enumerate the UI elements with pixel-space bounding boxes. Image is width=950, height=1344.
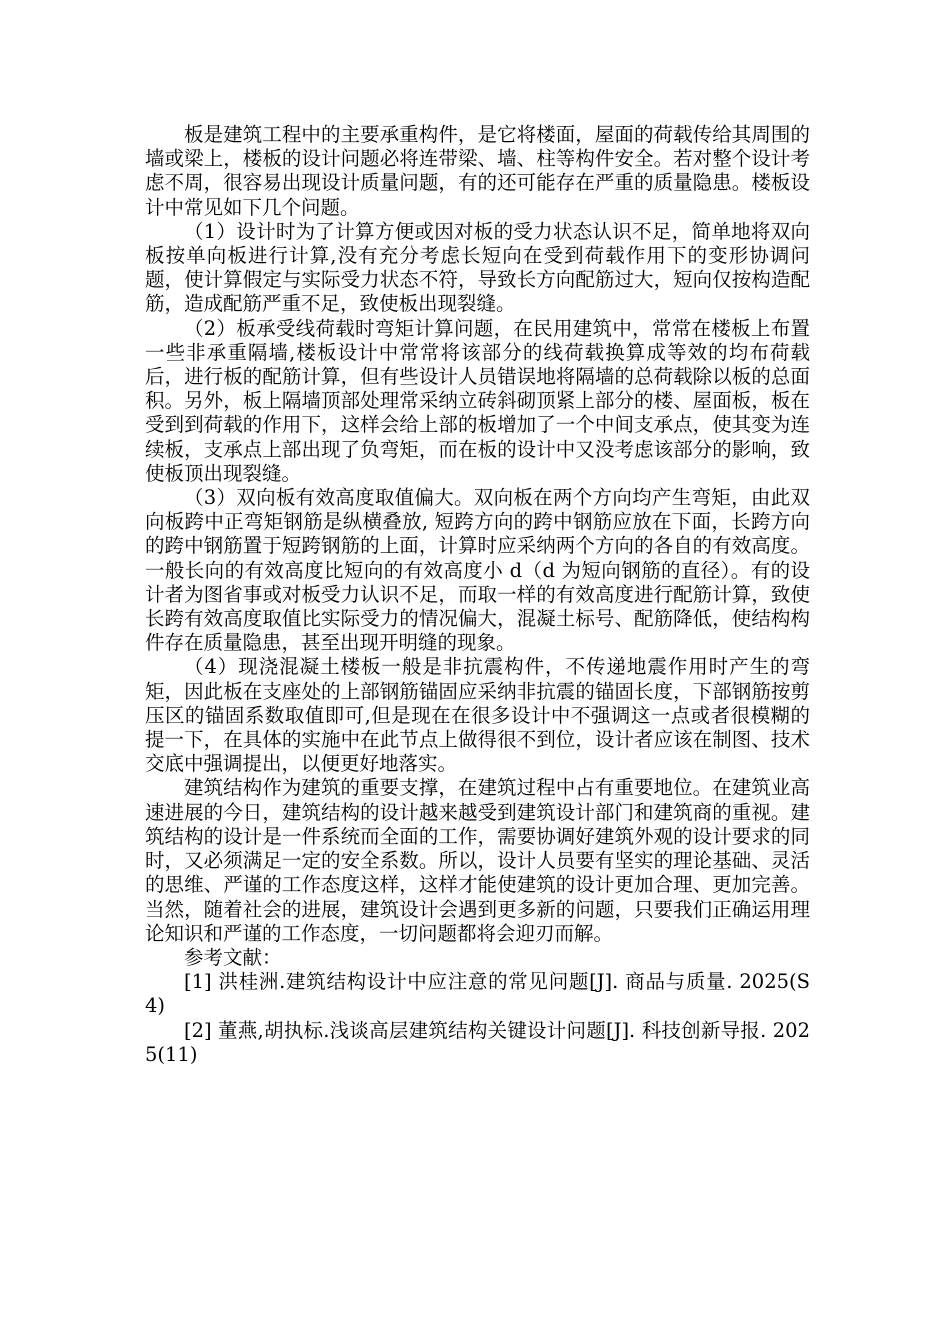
intro-paragraph: 板是建筑工程中的主要承重构件，是它将楼面，屋面的荷载传给其周围的墙或梁上，楼板的设计问题必将连带梁、墙、柱等构件安全。若对整个设计考虑不周，很容易出现设计质量问题，有的还可能存在严重的质量隐患。楼板设计中常见如下几个问题。: [145, 123, 810, 219]
conclusion-paragraph: 建筑结构作为建筑的重要支撑，在建筑过程中占有重要地位。在建筑业高速进展的今日，建筑结构的设计越来越受到建筑设计部门和建筑商的重视。建筑结构的设计是一件系统而全面的工作，需要协调好建筑外观的设计要求的同时，又必须满足一定的安全系数。所以，设计人员要有坚实的理论基础、灵活的思维、严谨的工作态度这样，这样才能使建筑的设计更加合理、更加完善。当然，随着社会的进展，建筑设计会遇到更多新的问题，只要我们正确运用理论知识和严谨的工作态度，一切问题都将会迎刃而解。: [145, 776, 810, 945]
reference-item-2: [2] 董燕,胡执标.浅谈高层建筑结构关键设计问题[J]. 科技创新导报. 2025(11): [145, 1018, 810, 1066]
issue-3-paragraph: （3）双向板有效高度取值偏大。双向板在两个方向均产生弯矩，由此双向板跨中正弯矩钢筋是纵横叠放, 短跨方向的跨中钢筋应放在下面，长跨方向的跨中钢筋置于短跨钢筋的上面，计算时应采纳两个方向的各自的有效高度。一般长向的有效高度比短向的有效高度小 d（d 为短向钢筋的直径）。有的设计者为图省事或对板受力认识不足，而取一样的有效高度进行配筋计算，致使长跨有效高度取值比实际受力的情况偏大，混凝土标号、配筋降低，使结构构件存在质量隐患，甚至出现开明缝的现象。: [145, 486, 810, 655]
reference-item-1: [1] 洪桂洲.建筑结构设计中应注意的常见问题[J]. 商品与质量. 2025(S4): [145, 970, 810, 1018]
document-body: [145, 123, 810, 1067]
issue-2-paragraph: （2）板承受线荷载时弯矩计算问题，在民用建筑中，常常在楼板上布置一些非承重隔墙,楼板设计中常常将该部分的线荷载换算成等效的均布荷载后，进行板的配筋计算，但有些设计人员错误地将隔墙的总荷载除以板的总面积。另外，板上隔墙顶部处理常采纳立砖斜砌顶紧上部分的楼、屋面板，板在受到到荷载的作用下，这样会给上部的板增加了一个中间支承点，使其变为连续板，支承点上部出现了负弯矩，而在板的设计中又没考虑该部分的影响，致使板顶出现裂缝。: [145, 316, 810, 485]
references-heading: 参考文献：: [184, 945, 282, 969]
issue-4-paragraph: （4）现浇混凝土楼板一般是非抗震构件，不传递地震作用时产生的弯矩，因此板在支座处的上部钢筋锚固应采纳非抗震的锚固长度，下部钢筋按剪压区的锚固系数取值即可,但是现在在很多设计中不强调这一点或者很模糊的提一下，在具体的实施中在此节点上做得很不到位，设计者应该在制图、技术交底中强调提出，以便更好地落实。: [145, 655, 810, 776]
issue-1-paragraph: （1）设计时为了计算方便或因对板的受力状态认识不足，简单地将双向板按单向板进行计算,没有充分考虑长短向在受到荷载作用下的变形协调问题，使计算假定与实际受力状态不符，导致长方向配筋过大，短向仅按构造配筋，造成配筋严重不足，致使板出现裂缝。: [145, 219, 810, 316]
